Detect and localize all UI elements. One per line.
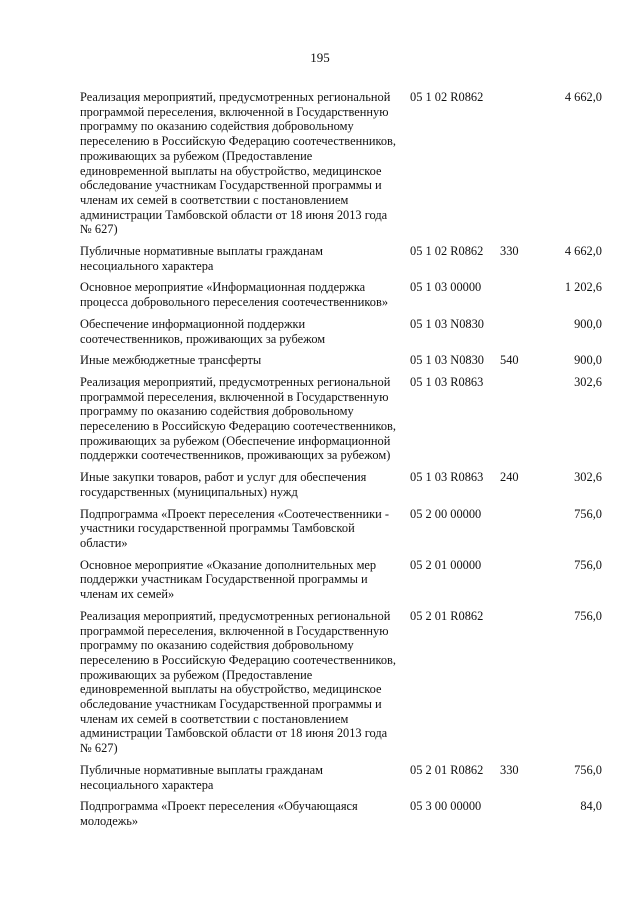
row-code: 05 1 03 R0863 <box>410 374 484 389</box>
row-code: 05 1 03 N0830 <box>410 353 484 368</box>
row-amount: 1 202,6 <box>564 280 602 295</box>
row-description: Публичные нормативные выплаты гражданам несоциального характера <box>80 762 323 792</box>
table-row <box>80 90 610 237</box>
row-description: Реализация мероприятий, предусмотренных региональной программой переселения, включенной в Государственную программу по оказанию содействия добровольному переселению в Российскую Федерацию соотечественников, проживающих за рубежом (Предоставление единовременной выплаты на обустройство, медицинское обследование участникам Государственной программы и членам их семей в соответствии с постановлением администрации Тамбовской области от 18 июня 2013 года № 627) <box>80 608 397 756</box>
row-code: 05 1 02 R0862 <box>410 90 484 104</box>
row-code: 05 2 00 00000 <box>410 506 482 521</box>
row-amount: 84,0 <box>580 799 602 814</box>
row-description: Основное мероприятие «Информационная поддержка процесса добровольного переселения соотечественников» <box>80 280 389 310</box>
row-amount: 756,0 <box>574 506 602 521</box>
table-row <box>80 375 610 463</box>
table-row <box>80 799 610 828</box>
row-code: 05 1 02 R0862 <box>410 244 484 259</box>
row-code: 05 2 01 00000 <box>410 557 482 572</box>
table-row <box>80 558 610 602</box>
row-amount: 756,0 <box>574 608 602 623</box>
row-code: 05 2 01 R0862 <box>410 608 484 623</box>
row-amount: 302,6 <box>574 374 602 389</box>
row-expense-type: 540 <box>500 353 519 368</box>
table-row <box>80 507 610 551</box>
row-description: Иные межбюджетные трансферты <box>80 353 262 368</box>
row-amount: 4 662,0 <box>564 244 602 259</box>
row-description: Реализация мероприятий, предусмотренных региональной программой переселения, включенной в Государственную программу по оказанию содействия добровольному переселению в Российскую Федерацию соотечественников, проживающих за рубежом (Обеспечение информационной поддержки соотечественников, проживающих за рубежом) <box>80 374 397 463</box>
table-row <box>80 280 610 309</box>
row-description: Иные закупки товаров, работ и услуг для обеспечения государственных (муниципальных) нужд <box>80 470 367 499</box>
table-row <box>80 244 610 273</box>
row-code: 05 3 00 00000 <box>410 799 482 814</box>
table-row <box>80 317 610 346</box>
row-expense-type: 240 <box>500 470 519 485</box>
row-description: Подпрограмма «Проект переселения «Обучающаяся молодежь» <box>80 799 358 828</box>
row-amount: 4 662,0 <box>564 90 602 104</box>
row-code: 05 1 03 R0863 <box>410 470 484 485</box>
table-row <box>80 353 610 368</box>
row-amount: 900,0 <box>574 353 602 368</box>
row-description: Публичные нормативные выплаты гражданам несоциального характера <box>80 244 323 273</box>
table-row <box>80 763 610 792</box>
row-description: Обеспечение информационной поддержки соотечественников, проживающих за рубежом <box>80 316 326 346</box>
row-code: 05 1 03 N0830 <box>410 316 484 331</box>
row-expense-type: 330 <box>500 762 519 777</box>
row-expense-type: 330 <box>500 244 519 259</box>
row-amount: 756,0 <box>574 762 602 777</box>
row-amount: 900,0 <box>574 316 602 331</box>
budget-table <box>80 90 610 836</box>
table-row <box>80 609 610 756</box>
row-amount: 756,0 <box>574 557 602 572</box>
table-row <box>80 470 610 499</box>
page-number: 195 <box>310 50 330 65</box>
row-code: 05 2 01 R0862 <box>410 762 484 777</box>
row-description: Подпрограмма «Проект переселения «Соотечественники - участники государственной программы Тамбовской области» <box>80 506 389 550</box>
row-code: 05 1 03 00000 <box>410 280 482 295</box>
row-amount: 302,6 <box>574 470 602 485</box>
row-description: Основное мероприятие «Оказание дополнительных мер поддержки участникам Государственной программы и членам их семей» <box>80 557 377 602</box>
row-description: Реализация мероприятий, предусмотренных региональной программой переселения, включенной в Государственную программу по оказанию содействия добровольному переселению в Российскую Федерацию соотечественников, проживающих за рубежом (Предоставление единовременной выплаты на обустройство, медицинское обследование участникам Государственной программы и членам их семей в соответствии с постановлением администрации Тамбовской области от 18 июня 2013 года № 627) <box>80 90 397 237</box>
